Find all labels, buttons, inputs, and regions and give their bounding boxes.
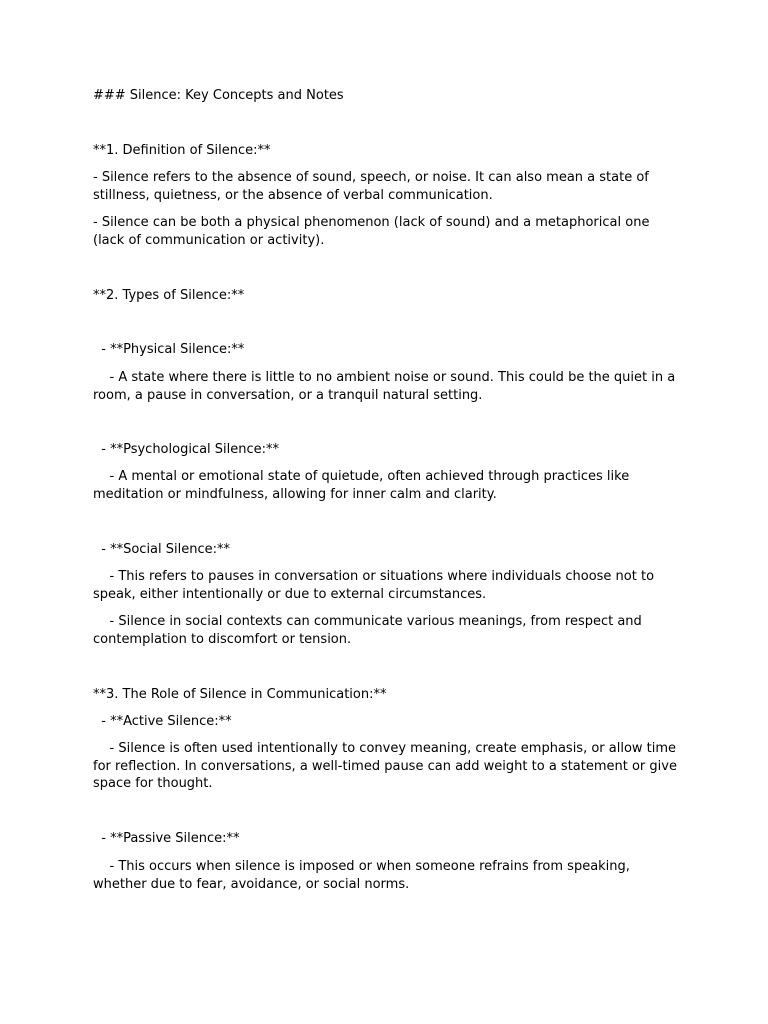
physical-silence-text: - A state where there is little to no ambient noise or sound. This could be the quiet in a room, a pause in conversation, or a tranquil natural setting. xyxy=(93,370,680,403)
psychological-silence-text: - A mental or emotional state of quietude, often achieved through practices like meditation or mindfulness, allowing for inner calm and clarity. xyxy=(93,469,634,502)
section-3-heading: **3. The Role of Silence in Communication:** xyxy=(93,687,387,702)
section-2-heading: **2. Types of Silence:** xyxy=(93,288,245,303)
section-1-heading: **1. Definition of Silence:** xyxy=(93,143,271,158)
social-silence-text-2: - Silence in social contexts can communicate various meanings, from respect and contemplation to discomfort or tension. xyxy=(93,614,646,647)
physical-silence-heading: - **Physical Silence:** xyxy=(93,342,245,357)
social-silence-heading: - **Social Silence:** xyxy=(93,542,231,557)
social-silence-text-1: - This refers to pauses in conversation or situations where individuals choose not to speak, either intentionally or due to external circumstances. xyxy=(93,569,659,602)
passive-silence-text: - This occurs when silence is imposed or when someone refrains from speaking, whether due to fear, avoidance, or social norms. xyxy=(93,859,635,892)
definition-paragraph-1: - Silence refers to the absence of sound, speech, or noise. It can also mean a state of stillness, quietness, or the absence of verbal communication. xyxy=(93,170,653,203)
passive-silence-heading: - **Passive Silence:** xyxy=(93,831,240,846)
document-title: ### Silence: Key Concepts and Notes xyxy=(93,88,344,103)
active-silence-text: - Silence is often used intentionally to convey meaning, create emphasis, or allow time for reflection. In conversations, a well-timed pause can add weight to a statement or give space for thought. xyxy=(93,741,682,791)
active-silence-heading: - **Active Silence:** xyxy=(93,714,232,729)
definition-paragraph-2: - Silence can be both a physical phenomenon (lack of sound) and a metaphorical one (lack of communication or activity). xyxy=(93,215,654,248)
psychological-silence-heading: - **Psychological Silence:** xyxy=(93,442,280,457)
